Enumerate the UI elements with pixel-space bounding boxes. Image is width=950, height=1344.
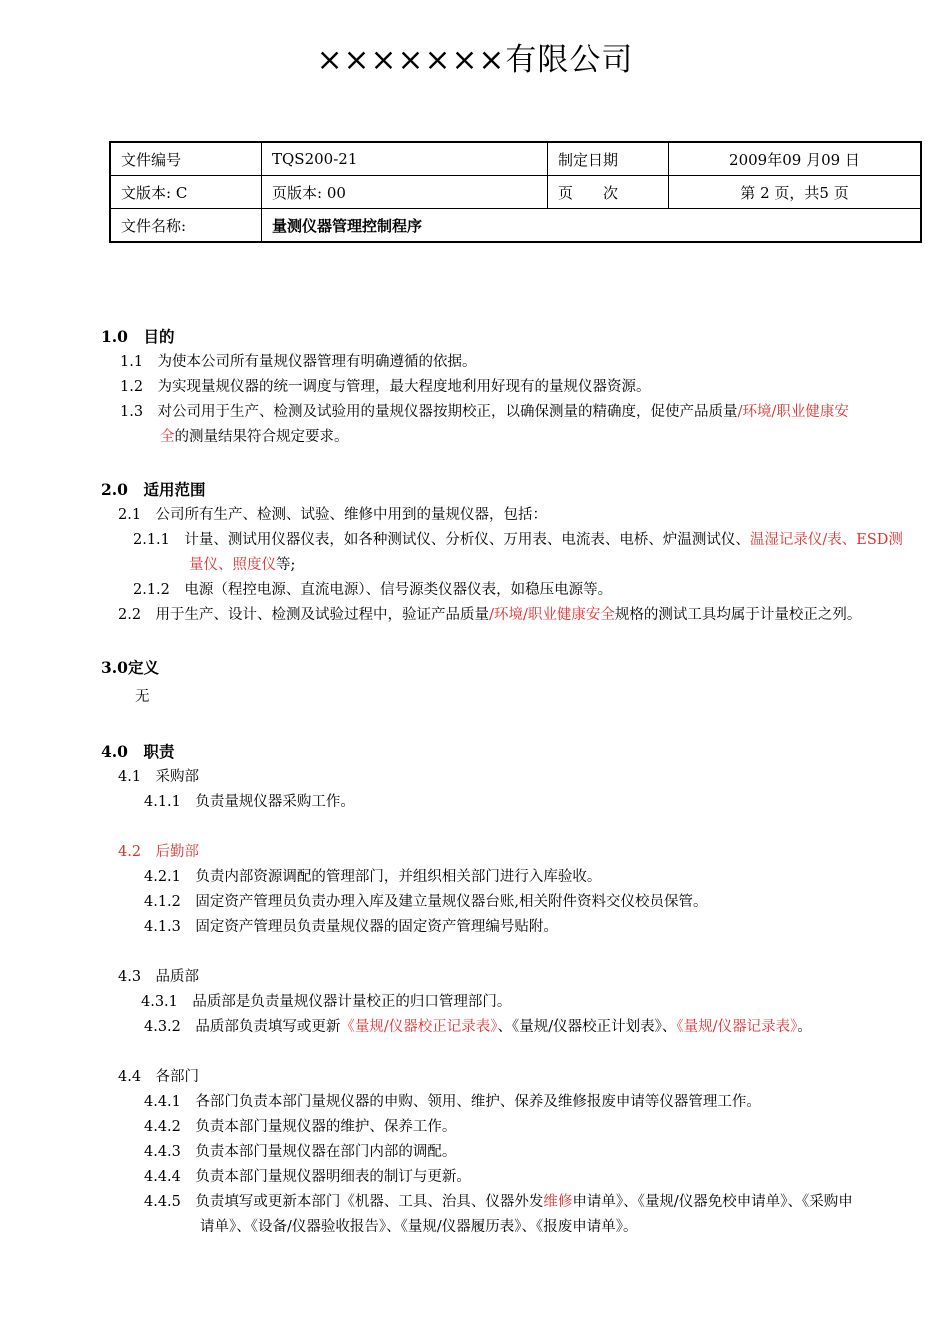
- page-version-label: 页版本: 00: [262, 176, 548, 209]
- item-4-4-5-cont: 请单》、《设备/仪器验收报告》、《量规/仪器履历表》、《报废申请单》。: [200, 1219, 638, 1235]
- page-value: 第 2 页，共5 页: [669, 176, 922, 209]
- item-2-1-2: 2.1.2 电源（程控电源、直流电源）、信号源类仪器仪表，如稳压电源等。: [133, 582, 613, 598]
- doc-name-value: 量测仪器管理控制程序: [262, 209, 922, 243]
- date-label: 制定日期: [548, 142, 669, 176]
- name-label: 文件名称:: [110, 209, 262, 243]
- section-1-title: 1.0 目的: [101, 327, 175, 346]
- company-title: ×××××××有限公司: [316, 42, 634, 78]
- section-2-title: 2.0 适用范围: [101, 480, 206, 499]
- item-4-4-1: 4.4.1 各部门负责本部门量规仪器的申购、领用、维护、保养及维修报废申请等仪器管理工作。: [144, 1094, 761, 1110]
- item-4-1-1: 4.1.1 负责量规仪器采购工作。: [144, 794, 355, 810]
- date-value: 2009年09 月09 日: [669, 142, 922, 176]
- item-1-3: 1.3 对公司用于生产、检测及试验用的量规仪器按期校正，以确保测量的精确度，促使产品质量/环境/职业健康安: [120, 404, 849, 420]
- document-header-table: [109, 141, 922, 243]
- item-4-1: 4.1 采购部: [118, 769, 200, 785]
- item-1-2: 1.2 为实现量规仪器的统一调度与管理，最大程度地利用好现有的量规仪器资源。: [120, 379, 651, 395]
- item-1-1: 1.1 为使本公司所有量规仪器管理有明确遵循的依据。: [120, 354, 477, 370]
- item-2-1-1: 2.1.1 计量、测试用仪器仪表，如各种测试仪、分析仪、万用表、电流表、电桥、炉温测试仪、温湿记录仪/表、ESD测: [133, 532, 903, 548]
- item-4-4-3: 4.4.3 负责本部门量规仪器在部门内部的调配。: [144, 1144, 457, 1160]
- version-label: 文版本: C: [110, 176, 262, 209]
- section-3-body: 无: [135, 689, 150, 705]
- item-4-4-5: 4.4.5 负责填写或更新本部门《机器、工具、治具、仪器外发维修申请单》、《量规/仪器免校申请单》、《采购申: [144, 1194, 853, 1210]
- item-4-4-4: 4.4.4 负责本部门量规仪器明细表的制订与更新。: [144, 1169, 471, 1185]
- item-2-1: 2.1 公司所有生产、检测、试验、维修中用到的量规仪器，包括：: [118, 507, 548, 523]
- item-4-4: 4.4 各部门: [118, 1069, 200, 1085]
- doc-no-label: 文件编号: [110, 142, 262, 176]
- item-4-1-3: 4.1.3 固定资产管理员负责量规仪器的固定资产管理编号贴附。: [144, 919, 558, 935]
- item-4-1-2: 4.1.2 固定资产管理员负责办理入库及建立量规仪器台账,相关附件资料交仪校员保管。: [144, 894, 708, 910]
- item-4-2: 4.2 后勤部: [118, 844, 200, 860]
- item-4-3-1: 4.3.1 品质部是负责量规仪器计量校正的归口管理部门。: [141, 994, 512, 1010]
- item-4-2-1: 4.2.1 负责内部资源调配的管理部门，并组织相关部门进行入库验收。: [144, 869, 602, 885]
- doc-no-value: TQS200-21: [262, 142, 548, 176]
- item-4-3: 4.3 品质部: [118, 969, 200, 985]
- item-1-3-cont: 全的测量结果符合规定要求。: [160, 429, 349, 445]
- section-3-title: 3.0定义: [101, 658, 159, 677]
- section-4-title: 4.0 职责: [101, 742, 175, 761]
- item-4-3-2: 4.3.2 品质部负责填写或更新《量规/仪器校正记录表》、《量规/仪器校正计划表》、《量规/仪器记录表》。: [144, 1019, 812, 1035]
- item-2-2: 2.2 用于生产、设计、检测及试验过程中，验证产品质量/环境/职业健康安全规格的测试工具均属于计量校正之列。: [118, 607, 862, 623]
- page-label: 页 次: [548, 176, 669, 209]
- item-2-1-1-cont: 量仪、照度仪等;: [189, 557, 296, 573]
- item-4-4-2: 4.4.2 负责本部门量规仪器的维护、保养工作。: [144, 1119, 457, 1135]
